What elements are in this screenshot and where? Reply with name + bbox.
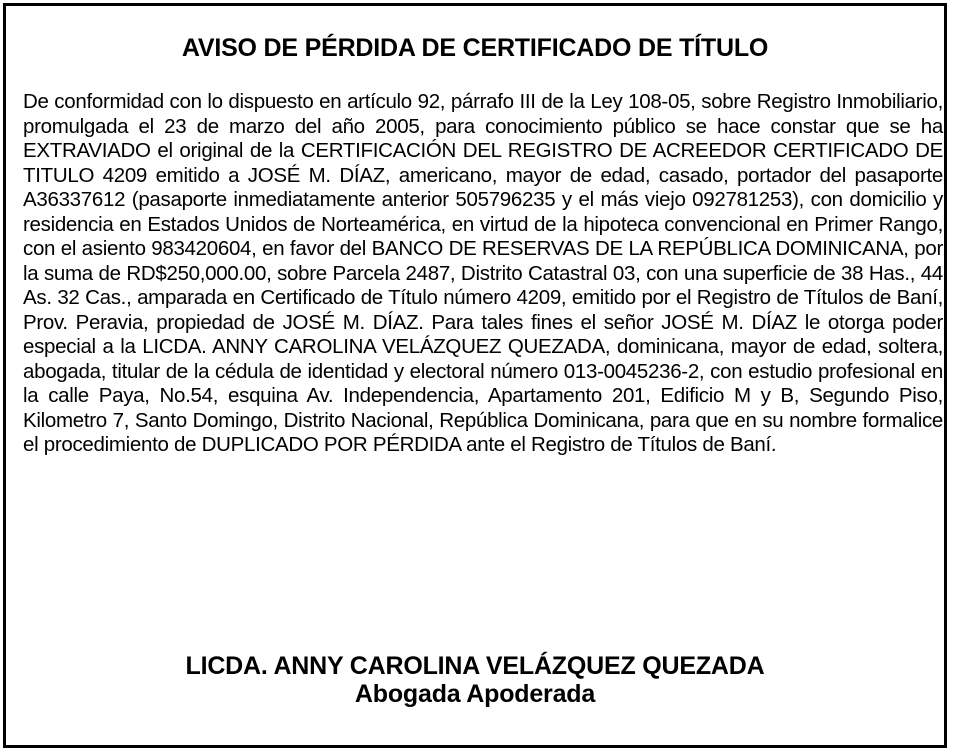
notice-title: AVISO DE PÉRDIDA DE CERTIFICADO DE TÍTULO <box>181 34 769 62</box>
signature-name: LICDA. ANNY CAROLINA VELÁZQUEZ QUEZADA <box>185 652 765 680</box>
notice-body-text: De conformidad con lo dispuesto en artículo 92, párrafo III de la Ley 108-05, sobre Registro Inmobiliario, promulgada el 23 de marzo del año 2005, para conocimiento público se hace constar que se ha EXTRAVIADO el original de la CERTIFICACIÓN DEL REGISTRO DE ACREEDOR CERTIFICADO DE TITULO 4209 emitido a JOSÉ M. DÍAZ, americano, mayor de edad, casado, portador del pasaporte A36337612 (pasaporte inmediatamente anterior 505796235 y el más viejo 092781253), con domicilio y residencia en Estados Unidos de Norteamérica, en virtud de la hipoteca convencional en Primer Rango, con el asiento 983420604, en favor del BANCO DE RESERVAS DE LA REPÚBLICA DOMINICANA, por la suma de RD$250,000.00, sobre Parcela 2487, Distrito Catastral 03, con una superficie de 38 Has., 44 As. 32 Cas., amparada en Certificado de Título número 4209, emitido por el Registro de Títulos de Baní, Prov. Peravia, propiedad de JOSÉ M. DÍAZ. Para tales fines el señor JOSÉ M. DÍAZ le otorga poder especial a la LICDA. ANNY CAROLINA VELÁZQUEZ QUEZADA, dominicana, mayor de edad, soltera, abogada, titular de la cédula de identidad y electoral número 013-0045236-2, con estudio profesional en la calle Paya, No.54, esquina Av. Independencia, Apartamento 201, Edificio M y B, Segundo Piso, Kilometro 7, Santo Domingo, Distrito Nacional, República Dominicana, para que en su nombre formalice el procedimiento de DUPLICADO POR PÉRDIDA ante el Registro de Títulos de Baní. <box>23 90 943 456</box>
signature-block <box>6 652 944 708</box>
notice-border-frame <box>3 3 947 748</box>
signature-role: Abogada Apoderada <box>354 680 596 708</box>
